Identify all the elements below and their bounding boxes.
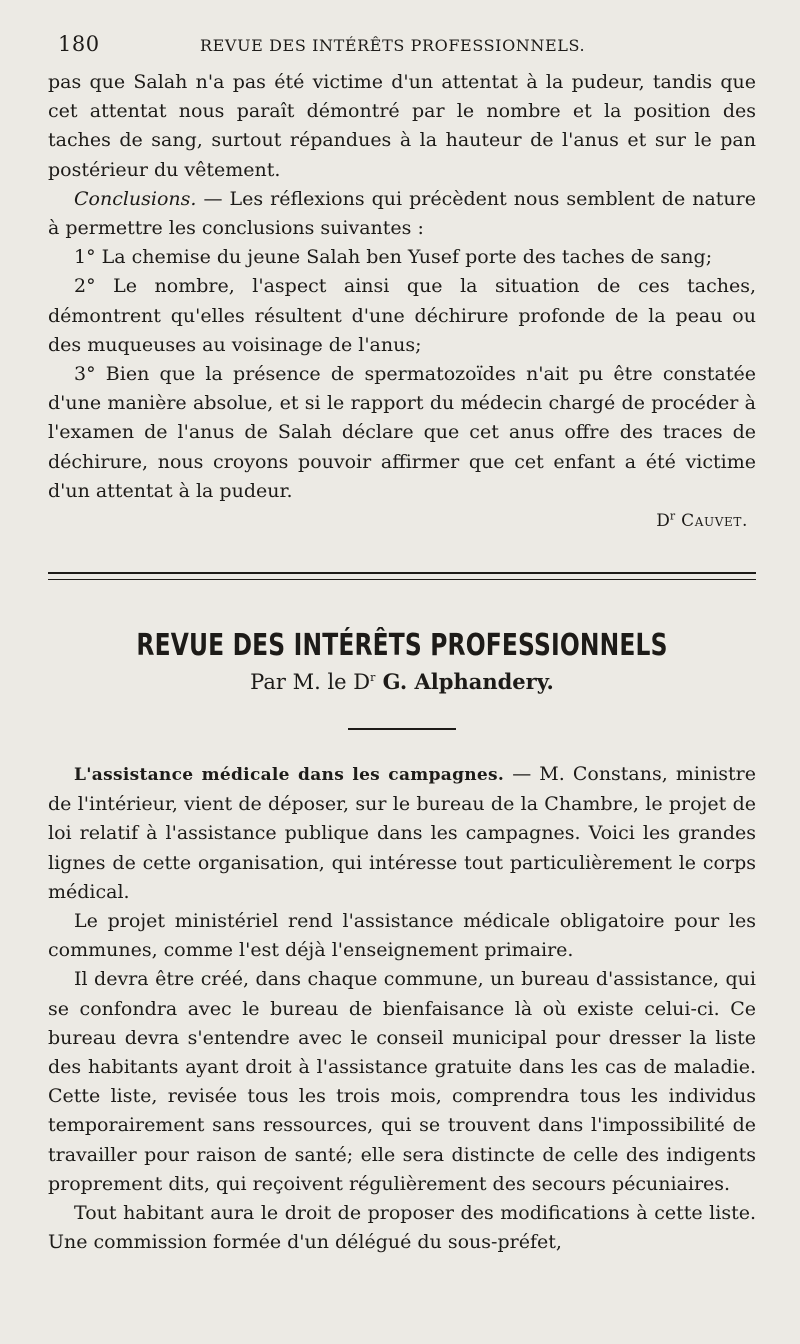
article-intro: — M. Constans, ministre de l'intérieur, vient de déposer, sur le bureau de la Chambre, le projet de loi relatif à l'assistance publique dans les campagnes. Voici les grandes lignes de cette organisation, qui intéresse tout particulièrement le corps médical. bbox=[48, 763, 756, 903]
author-prefix: Par M. le D bbox=[250, 670, 371, 695]
conclusion-item-2: 2° Le nombre, l'aspect ainsi que la situation de ces taches, démontrent qu'elles résultent d'une déchirure profonde de la peau ou des muqueuses au voisinage de l'anus; bbox=[48, 275, 756, 356]
previous-article-end bbox=[48, 68, 756, 536]
article-heading: L'assistance médicale dans les campagnes. bbox=[74, 765, 505, 786]
page-number: 180 bbox=[58, 32, 100, 56]
conclusion-item-3: 3° Bien que la présence de spermatozoïdes n'ait pu être constatée d'une manière absolue, et si le rapport du médecin chargé de procéder à l'examen de l'anus de Salah déclare que cet anus offre des traces de déchirure, nous croyons pouvoir affirmer que cet enfant a été victime d'un attentat à la pudeur. bbox=[48, 363, 756, 502]
conclusions-text: — Les réflexions qui précèdent nous semblent de nature à permettre les conclusions suivantes : bbox=[48, 187, 756, 240]
paragraph: pas que Salah n'a pas été victime d'un attentat à la pudeur, tandis que cet attentat nous paraît démontré par le nombre et la position des taches de sang, surtout répandues à la hauteur de l'anus et sur le pan postérieur du vêtement. bbox=[48, 71, 756, 181]
signature bbox=[48, 507, 756, 536]
author-sup: r bbox=[370, 671, 376, 685]
signature-name: Cauvet. bbox=[675, 511, 748, 532]
article-paragraph-1 bbox=[48, 760, 756, 907]
signature-prefix: D bbox=[656, 511, 670, 532]
article-body bbox=[48, 760, 756, 1257]
conclusions-label: Conclusions. bbox=[74, 187, 197, 210]
section-author bbox=[48, 669, 756, 694]
short-divider bbox=[348, 728, 456, 730]
article-paragraph-4: Tout habitant aura le droit de proposer des modifications à cette liste. Une commission formée d'un délégué du sous-préfet, bbox=[48, 1202, 756, 1254]
running-header bbox=[48, 28, 756, 68]
article-paragraph-2: Le projet ministériel rend l'assistance médicale obligatoire pour les communes, comme l'est déjà l'enseignement primaire. bbox=[48, 910, 756, 962]
section-title: REVUE DES INTÉRÊTS PROFESSIONNELS bbox=[136, 628, 668, 664]
conclusions-paragraph bbox=[48, 185, 756, 243]
conclusion-item-1: 1° La chemise du jeune Salah ben Yusef porte des taches de sang; bbox=[74, 246, 713, 269]
signature-sup: r bbox=[669, 509, 676, 523]
author-name: G. Alphandery. bbox=[375, 669, 554, 695]
section-divider bbox=[48, 572, 756, 580]
article-paragraph-3: Il devra être créé, dans chaque commune, un bureau d'assistance, qui se confondra avec le bureau de bienfaisance là où existe celui-ci. Ce bureau devra s'entendre avec le conseil municipal pour dresser la liste des habitants ayant droit à l'assistance gratuite dans les cas de maladie. Cette liste, revisée tous les trois mois, comprendra tous les individus temporairement sans ressources, qui se trouvent dans l'impossibilité de travailler pour raison de santé; elle sera distincte de celle des indigents proprement dits, qui reçoivent régulièrement des secours pécuniaires. bbox=[48, 968, 756, 1195]
running-title: REVUE DES INTÉRÊTS PROFESSIONNELS. bbox=[200, 36, 586, 55]
